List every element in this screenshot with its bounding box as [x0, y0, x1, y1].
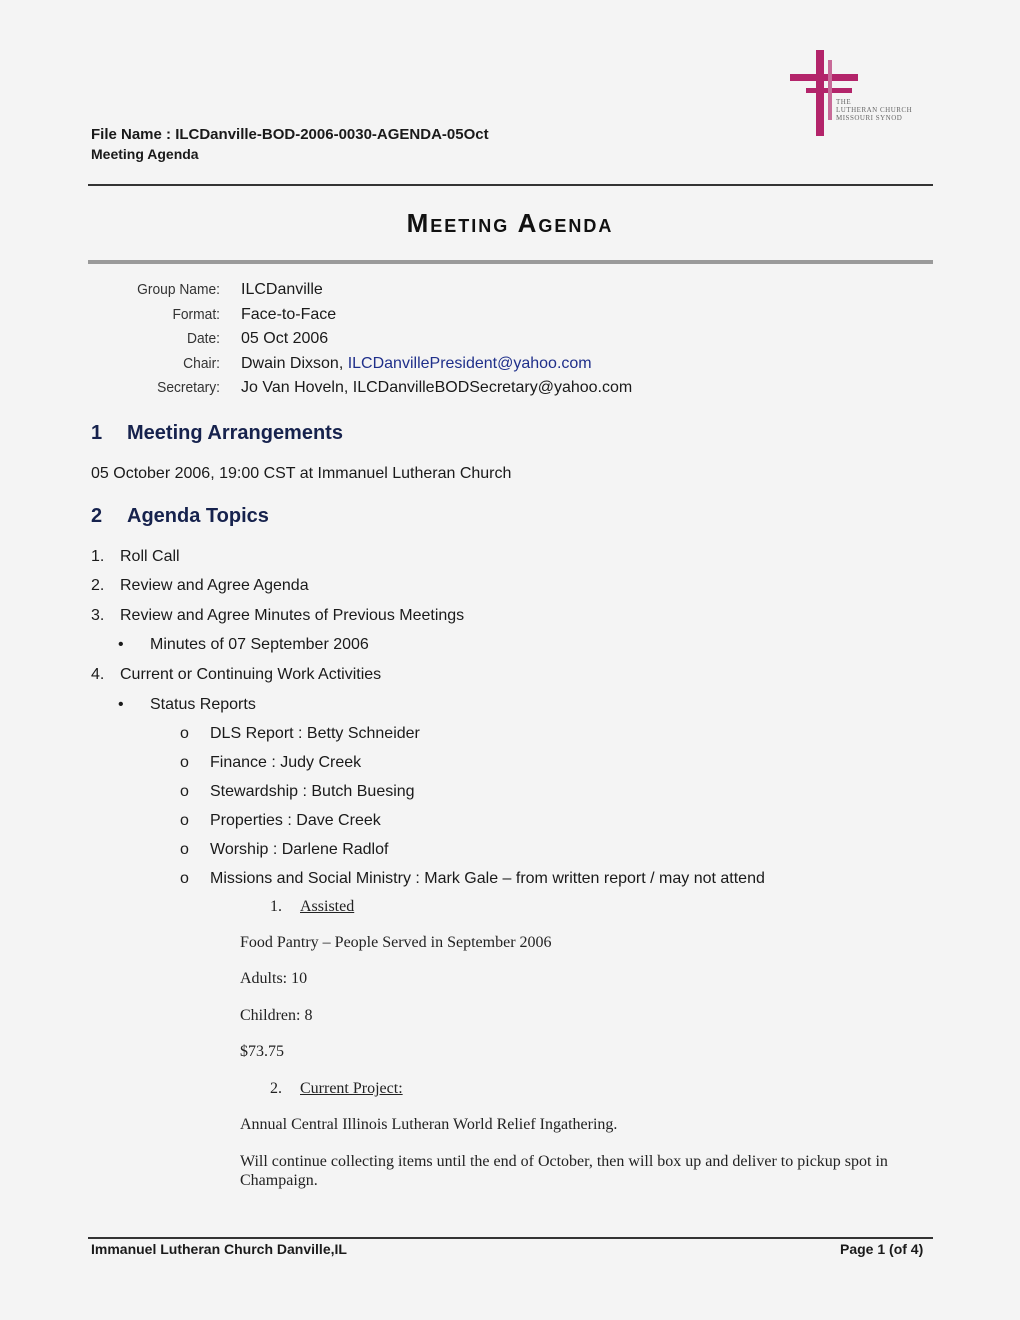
chair-name: Dwain Dixson, — [241, 355, 348, 372]
date-value: 05 Oct 2006 — [241, 330, 329, 347]
list-item: • Minutes of 07 September 2006 — [118, 636, 369, 653]
footer-rule — [88, 1237, 933, 1239]
section-number: 2 — [91, 505, 103, 527]
list-item: o Worship : Darlene Radlof — [180, 841, 389, 858]
continue-text-line2: Champaign. — [240, 1172, 318, 1189]
group-label: Group Name: — [137, 281, 220, 298]
title-rule — [88, 260, 933, 264]
document-subtitle: Meeting Agenda — [91, 146, 199, 162]
list-item: 4. Current or Continuing Work Activities — [91, 666, 382, 683]
group-value: ILCDanville — [241, 281, 323, 298]
chair-value — [241, 355, 592, 373]
section-number: 1 — [91, 422, 103, 444]
meta-secretary — [0, 379, 220, 403]
meta-chair — [0, 355, 220, 379]
list-item: 3. Review and Agree Minutes of Previous Meetings — [91, 607, 465, 624]
section-heading-agenda-topics — [91, 505, 269, 528]
project-text: Annual Central Illinois Lutheran World Relief Ingathering. — [240, 1116, 618, 1133]
logo-text: THE LUTHERAN CHURCH MISSOURI SYNOD — [836, 98, 913, 122]
list-item: o Missions and Social Ministry : Mark Gale – from written report / may not attend — [180, 870, 765, 887]
amount-value: $73.75 — [240, 1043, 284, 1060]
list-item: • Status Reports — [118, 696, 256, 713]
sub-item-assisted: 1. Assisted — [270, 898, 355, 915]
children-count: Children: 8 — [240, 1007, 313, 1024]
continue-text-line1: Will continue collecting items until the end of October, then will box up and deliver to pickup spot in — [240, 1153, 888, 1170]
list-item: o Properties : Dave Creek — [180, 812, 381, 829]
list-item: o DLS Report : Betty Schneider — [180, 725, 420, 742]
list-item: 2. Review and Agree Agenda — [91, 577, 309, 594]
chair-label: Chair: — [183, 355, 220, 372]
list-item: o Finance : Judy Creek — [180, 754, 362, 771]
format-value: Face-to-Face — [241, 306, 337, 323]
cross-icon — [786, 46, 936, 142]
format-label: Format: — [172, 306, 220, 323]
page-number: Page 1 (of 4) — [840, 1241, 924, 1257]
section-title: Agenda Topics — [127, 505, 269, 527]
food-pantry-text: Food Pantry – People Served in September 2006 — [240, 934, 552, 951]
list-item: 1. Roll Call — [91, 548, 180, 565]
adults-count: Adults: 10 — [240, 970, 308, 987]
footer-organization: Immanuel Lutheran Church Danville,IL — [91, 1241, 347, 1257]
chair-email-link[interactable]: ILCDanvillePresident@yahoo.com — [347, 355, 592, 372]
page-title: Meeting Agenda — [406, 208, 614, 238]
meta-date — [0, 330, 220, 354]
meta-group — [0, 281, 220, 305]
meeting-arrangements-text: 05 October 2006, 19:00 CST at Immanuel Lutheran Church — [91, 465, 512, 482]
section-heading-meeting-arrangements — [91, 422, 343, 445]
file-name: File Name : ILCDanville-BOD-2006-0030-AGENDA-05Oct — [91, 126, 489, 143]
secretary-label: Secretary: — [157, 379, 220, 396]
list-item: o Stewardship : Butch Buesing — [180, 783, 415, 800]
secretary-value: Jo Van Hoveln, ILCDanvilleBODSecretary@yahoo.com — [241, 379, 633, 396]
header-rule — [88, 184, 933, 186]
sub-item-current-project: 2. Current Project: — [270, 1080, 403, 1097]
section-title: Meeting Arrangements — [127, 422, 343, 444]
meta-format — [0, 306, 220, 330]
date-label: Date: — [187, 330, 220, 347]
